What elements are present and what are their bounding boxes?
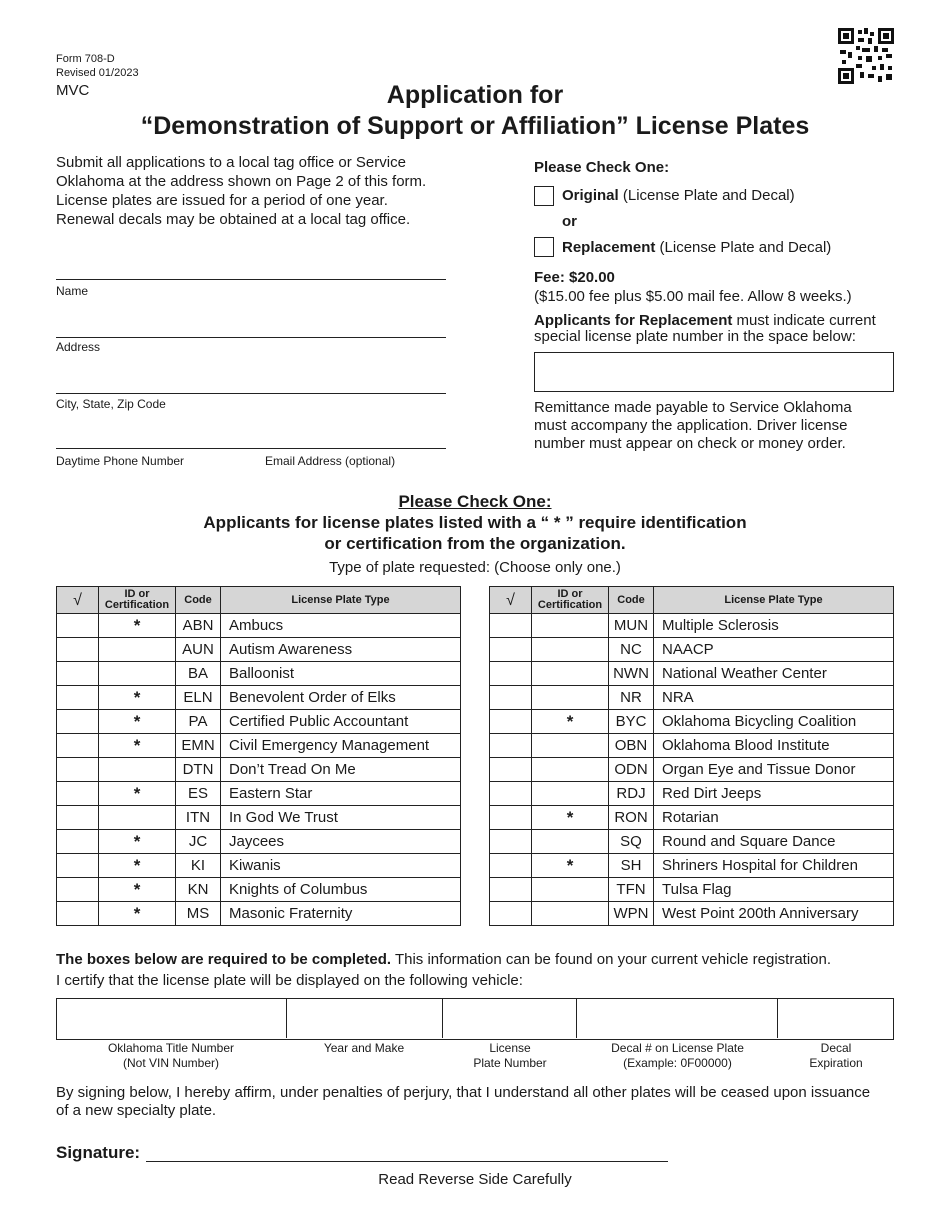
- plate-select-checkbox[interactable]: [490, 614, 532, 638]
- plate-type: Jaycees: [221, 830, 461, 854]
- id-required-marker: [99, 662, 176, 686]
- year-make-input[interactable]: [287, 999, 443, 1038]
- id-required-marker: *: [99, 734, 176, 758]
- plate-select-checkbox[interactable]: [490, 782, 532, 806]
- original-detail: (License Plate and Decal): [622, 187, 795, 204]
- plate-code: ODN: [609, 758, 654, 782]
- plate-type: Oklahoma Blood Institute: [654, 734, 894, 758]
- plates-table-left: [56, 586, 461, 926]
- table-row: [490, 734, 894, 758]
- id-required-marker: *: [99, 782, 176, 806]
- table-row: [490, 854, 894, 878]
- plate-type: Don’t Tread On Me: [221, 758, 461, 782]
- table-row: [490, 662, 894, 686]
- city-state-zip-field[interactable]: [56, 393, 446, 394]
- table-row: [57, 758, 461, 782]
- id-required-marker: [532, 638, 609, 662]
- year-make-label: Year and Make: [323, 1041, 405, 1055]
- table-row: [57, 734, 461, 758]
- plate-select-checkbox[interactable]: [57, 734, 99, 758]
- type-requested-label: Type of plate requested: (Choose only one.): [329, 559, 621, 576]
- plate-code: NWN: [609, 662, 654, 686]
- intro-text: [56, 153, 476, 229]
- name-field[interactable]: [56, 279, 446, 280]
- table-header-row: [490, 587, 894, 614]
- original-option: [562, 187, 795, 204]
- table-row: [57, 878, 461, 902]
- affirmation-line: of a new specialty plate.: [56, 1102, 217, 1119]
- or-label: or: [562, 213, 577, 230]
- plates-subheading-line1: Applicants for license plates listed with a “ * ” require identification: [203, 513, 747, 532]
- table-row: [490, 638, 894, 662]
- plate-code: ABN: [176, 614, 221, 638]
- plate-type: NRA: [654, 686, 894, 710]
- plate-code: RDJ: [609, 782, 654, 806]
- plate-select-checkbox[interactable]: [57, 638, 99, 662]
- id-column-header: ID or Certification: [532, 587, 609, 614]
- plate-select-checkbox[interactable]: [57, 854, 99, 878]
- signature-label: Signature:: [56, 1143, 141, 1162]
- title-number-input[interactable]: [57, 999, 287, 1038]
- plate-type: Ambucs: [221, 614, 461, 638]
- plate-code: EMN: [176, 734, 221, 758]
- plate-code: MUN: [609, 614, 654, 638]
- plate-code: NR: [609, 686, 654, 710]
- plate-select-checkbox[interactable]: [490, 734, 532, 758]
- current-plate-number-input[interactable]: [534, 352, 894, 392]
- agency-label: MVC: [56, 82, 90, 99]
- plate-select-checkbox[interactable]: [57, 662, 99, 686]
- plates-subheading-line2: or certification from the organization.: [324, 534, 626, 553]
- plates-heading: Please Check One:: [398, 492, 552, 511]
- plate-type: Round and Square Dance: [654, 830, 894, 854]
- plate-code: MS: [176, 902, 221, 926]
- id-required-marker: [532, 878, 609, 902]
- decal-number-label: [577, 1041, 778, 1071]
- plate-number-label: [443, 1041, 577, 1071]
- id-required-marker: *: [532, 710, 609, 734]
- check-one-heading: Please Check One:: [534, 159, 670, 176]
- plate-select-checkbox[interactable]: [490, 830, 532, 854]
- id-required-marker: [99, 758, 176, 782]
- intro-line: Renewal decals may be obtained at a local tag office.: [56, 211, 411, 228]
- remittance-note: [534, 399, 852, 453]
- table-row: [490, 710, 894, 734]
- plate-select-checkbox[interactable]: [57, 686, 99, 710]
- plate-type: In God We Trust: [221, 806, 461, 830]
- plate-select-checkbox[interactable]: [57, 758, 99, 782]
- id-required-marker: [532, 662, 609, 686]
- table-row: [490, 686, 894, 710]
- id-required-marker: *: [99, 878, 176, 902]
- code-column-header: Code: [609, 587, 654, 614]
- plate-code: TFN: [609, 878, 654, 902]
- table-row: [57, 830, 461, 854]
- city-state-zip-label: City, State, Zip Code: [56, 397, 166, 411]
- label-line: License: [489, 1041, 531, 1055]
- plate-code: ELN: [176, 686, 221, 710]
- plate-type: Multiple Sclerosis: [654, 614, 894, 638]
- label-line: (Not VIN Number): [122, 1056, 220, 1070]
- plate-code: DTN: [176, 758, 221, 782]
- plate-code: JC: [176, 830, 221, 854]
- email-label: Email Address (optional): [265, 454, 396, 468]
- required-note-bold: The boxes below are required to be completed.: [56, 951, 392, 968]
- plate-code: ITN: [176, 806, 221, 830]
- signature-line[interactable]: [146, 1161, 668, 1162]
- intro-line: Submit all applications to a local tag office or Service: [56, 154, 406, 171]
- id-required-marker: [532, 830, 609, 854]
- table-header-row: [57, 587, 461, 614]
- id-required-marker: [532, 614, 609, 638]
- plate-type: West Point 200th Anniversary: [654, 902, 894, 926]
- required-note-rest: This information can be found on your current vehicle registration.: [391, 951, 832, 968]
- plate-type: Eastern Star: [221, 782, 461, 806]
- footer-note: Read Reverse Side Carefully: [378, 1171, 572, 1188]
- plate-type: Civil Emergency Management: [221, 734, 461, 758]
- replacement-note-line2: special license plate number in the space below:: [534, 328, 856, 345]
- table-row: [490, 806, 894, 830]
- table-row: [490, 830, 894, 854]
- plate-type: Autism Awareness: [221, 638, 461, 662]
- plate-select-checkbox[interactable]: [490, 902, 532, 926]
- plate-type: Oklahoma Bicycling Coalition: [654, 710, 894, 734]
- replacement-detail: (License Plate and Decal): [659, 239, 832, 256]
- plate-select-checkbox[interactable]: [490, 758, 532, 782]
- id-required-marker: *: [99, 830, 176, 854]
- replacement-note-bold: Applicants for Replacement: [534, 312, 733, 329]
- replacement-option: [562, 239, 831, 256]
- plate-code: WPN: [609, 902, 654, 926]
- page-title-line2: “Demonstration of Support or Affiliation” License Plates: [140, 112, 810, 140]
- plate-type: Organ Eye and Tissue Donor: [654, 758, 894, 782]
- table-row: [57, 614, 461, 638]
- code-column-header: Code: [176, 587, 221, 614]
- plate-type: Shriners Hospital for Children: [654, 854, 894, 878]
- phone-email-field[interactable]: [56, 448, 446, 449]
- original-checkbox[interactable]: [534, 186, 554, 206]
- plate-code: AUN: [176, 638, 221, 662]
- fee-label: Fee: $20.00: [534, 269, 615, 286]
- id-required-marker: [532, 782, 609, 806]
- vehicle-info-boxes: [56, 998, 894, 1040]
- page-title-line1: Application for: [386, 81, 564, 109]
- plate-type: Knights of Columbus: [221, 878, 461, 902]
- replacement-checkbox[interactable]: [534, 237, 554, 257]
- plate-select-checkbox[interactable]: [490, 710, 532, 734]
- id-required-marker: [99, 638, 176, 662]
- id-required-marker: [532, 686, 609, 710]
- plate-select-checkbox[interactable]: [57, 614, 99, 638]
- address-label: Address: [56, 340, 101, 354]
- remittance-line: Remittance made payable to Service Oklahoma: [534, 399, 852, 416]
- plate-code: OBN: [609, 734, 654, 758]
- id-required-marker: *: [532, 806, 609, 830]
- id-required-marker: [532, 734, 609, 758]
- plate-type: National Weather Center: [654, 662, 894, 686]
- qr-code-icon: [838, 28, 894, 84]
- decal-number-input[interactable]: [577, 999, 778, 1038]
- id-required-marker: *: [99, 614, 176, 638]
- plate-type: NAACP: [654, 638, 894, 662]
- remittance-line: number must appear on check or money order.: [534, 435, 846, 452]
- affirmation-text: [56, 1084, 916, 1120]
- table-row: [57, 662, 461, 686]
- label-line: Decal: [820, 1041, 852, 1055]
- plate-select-checkbox[interactable]: [57, 710, 99, 734]
- table-row: [490, 614, 894, 638]
- form-number: Form 708-D: [56, 53, 115, 65]
- id-required-marker: [532, 758, 609, 782]
- table-row: [57, 782, 461, 806]
- title-number-label: [56, 1041, 286, 1071]
- plate-type: Rotarian: [654, 806, 894, 830]
- phone-label: Daytime Phone Number: [56, 454, 185, 468]
- label-line: Decal # on License Plate: [611, 1041, 744, 1055]
- required-note: [56, 951, 916, 969]
- id-required-marker: *: [532, 854, 609, 878]
- decal-expiration-label: [778, 1041, 894, 1071]
- address-field[interactable]: [56, 337, 446, 338]
- plate-code: BYC: [609, 710, 654, 734]
- plate-select-checkbox[interactable]: [490, 686, 532, 710]
- id-required-marker: *: [99, 854, 176, 878]
- plate-select-checkbox[interactable]: [57, 806, 99, 830]
- table-row: [490, 878, 894, 902]
- check-column-header: √: [490, 587, 532, 614]
- certify-note: I certify that the license plate will be displayed on the following vehicle:: [56, 972, 523, 989]
- intro-line: Oklahoma at the address shown on Page 2 of this form.: [56, 173, 427, 190]
- table-row: [490, 902, 894, 926]
- plate-code: KI: [176, 854, 221, 878]
- plate-select-checkbox[interactable]: [490, 662, 532, 686]
- plate-type: Benevolent Order of Elks: [221, 686, 461, 710]
- affirmation-line: By signing below, I hereby affirm, under penalties of perjury, that I understand all other plates will be ceased upon issuance: [56, 1084, 871, 1101]
- table-row: [57, 902, 461, 926]
- id-required-marker: *: [99, 902, 176, 926]
- label-line: Expiration: [809, 1056, 863, 1070]
- table-row: [57, 638, 461, 662]
- id-column-header: ID or Certification: [99, 587, 176, 614]
- plate-type: Red Dirt Jeeps: [654, 782, 894, 806]
- plate-code: SQ: [609, 830, 654, 854]
- name-label: Name: [56, 284, 89, 298]
- plate-select-checkbox[interactable]: [490, 854, 532, 878]
- table-row: [490, 782, 894, 806]
- type-column-header: License Plate Type: [654, 587, 894, 614]
- plate-code: PA: [176, 710, 221, 734]
- plate-code: KN: [176, 878, 221, 902]
- plate-select-checkbox[interactable]: [57, 782, 99, 806]
- replacement-note-rest: must indicate current: [732, 312, 876, 329]
- plate-type: Certified Public Accountant: [221, 710, 461, 734]
- plate-select-checkbox[interactable]: [57, 878, 99, 902]
- plate-code: RON: [609, 806, 654, 830]
- check-column-header: √: [57, 587, 99, 614]
- fee-detail: ($15.00 fee plus $5.00 mail fee. Allow 8 weeks.): [534, 288, 852, 305]
- plate-code: ES: [176, 782, 221, 806]
- revised-date: Revised 01/2023: [56, 67, 139, 79]
- table-row: [490, 758, 894, 782]
- plate-select-checkbox[interactable]: [57, 902, 99, 926]
- plate-number-input[interactable]: [443, 999, 577, 1038]
- decal-expiration-input[interactable]: [778, 999, 892, 1038]
- plate-code: BA: [176, 662, 221, 686]
- replacement-label: Replacement: [562, 239, 656, 256]
- intro-line: License plates are issued for a period of one year.: [56, 192, 388, 209]
- plate-select-checkbox[interactable]: [490, 878, 532, 902]
- remittance-line: must accompany the application. Driver license: [534, 417, 848, 434]
- plate-code: SH: [609, 854, 654, 878]
- plate-type: Tulsa Flag: [654, 878, 894, 902]
- id-required-marker: [532, 902, 609, 926]
- original-label: Original: [562, 187, 619, 204]
- plate-type: Masonic Fraternity: [221, 902, 461, 926]
- table-row: [57, 710, 461, 734]
- table-row: [57, 686, 461, 710]
- plate-select-checkbox[interactable]: [490, 638, 532, 662]
- plate-select-checkbox[interactable]: [490, 806, 532, 830]
- id-required-marker: *: [99, 710, 176, 734]
- label-line: Plate Number: [473, 1056, 547, 1070]
- table-row: [57, 806, 461, 830]
- plates-table-right: [489, 586, 894, 926]
- table-row: [57, 854, 461, 878]
- plate-select-checkbox[interactable]: [57, 830, 99, 854]
- id-required-marker: [99, 806, 176, 830]
- plate-type: Balloonist: [221, 662, 461, 686]
- label-line: (Example: 0F00000): [623, 1056, 732, 1070]
- plate-type: Kiwanis: [221, 854, 461, 878]
- type-column-header: License Plate Type: [221, 587, 461, 614]
- plate-code: NC: [609, 638, 654, 662]
- label-line: Oklahoma Title Number: [107, 1041, 235, 1055]
- id-required-marker: *: [99, 686, 176, 710]
